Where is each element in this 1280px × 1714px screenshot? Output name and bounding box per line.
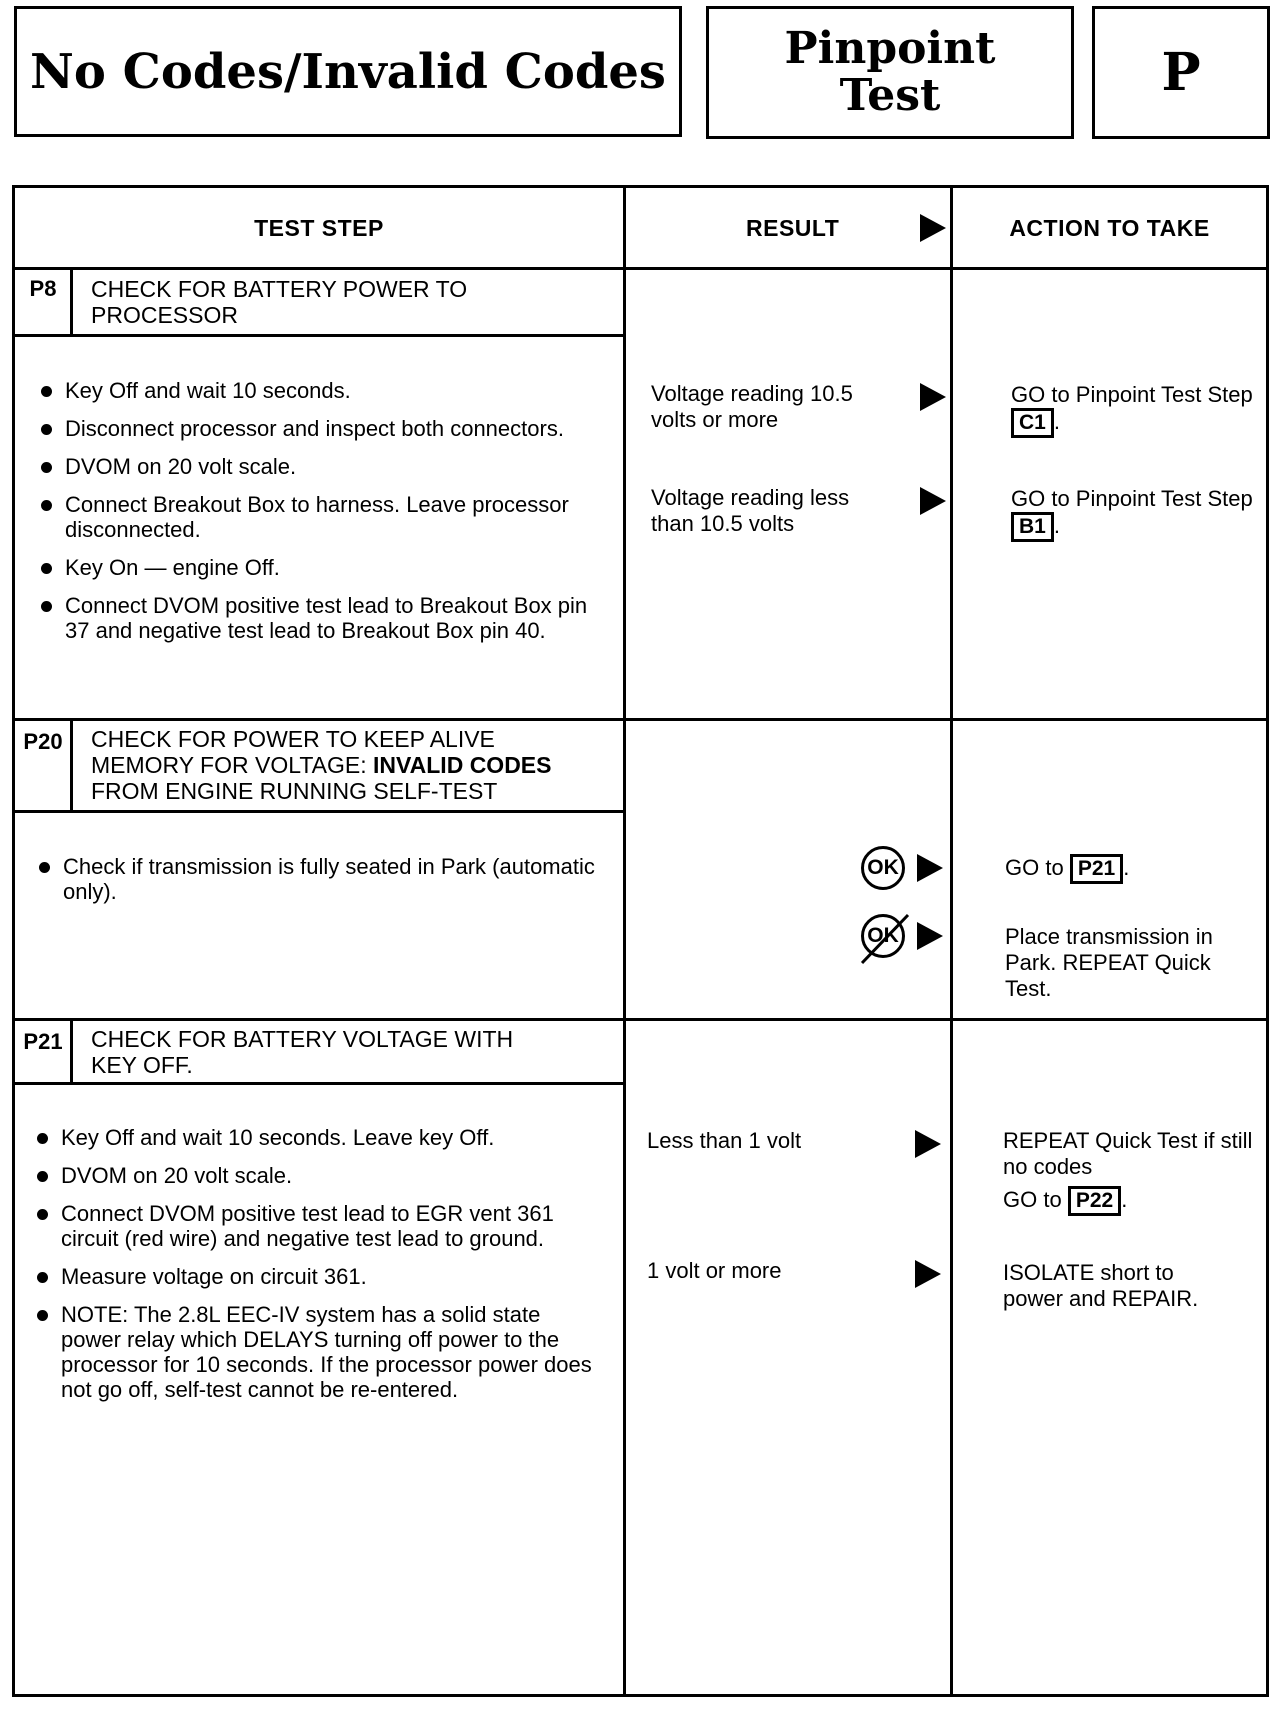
result-text: Voltage reading 10.5 volts or more <box>651 381 853 432</box>
action-text: Place transmission in Park. REPEAT Quick Test. <box>1005 924 1213 1001</box>
ok-symbol <box>861 846 905 890</box>
step-divider <box>15 718 1266 721</box>
action-text <box>1011 485 1261 542</box>
step-title-line: PROCESSOR <box>91 302 238 328</box>
step-number <box>15 721 71 811</box>
arrow-right-icon <box>920 487 946 515</box>
action-label: GO to Pinpoint Test Step <box>1011 382 1253 407</box>
action-label: GO to Pinpoint Test Step <box>1011 486 1253 511</box>
action-text <box>1003 1128 1261 1216</box>
result-header-label: RESULT <box>746 214 840 241</box>
step-title-line: KEY OFF. <box>91 1052 193 1078</box>
section-letter-box <box>1092 6 1270 139</box>
action-header <box>953 188 1266 268</box>
column-divider <box>950 188 953 1694</box>
list-item: Disconnect processor and inspect both connectors. <box>37 416 607 441</box>
pinpoint-test-box <box>706 6 1074 139</box>
list-item: DVOM on 20 volt scale. <box>37 454 607 479</box>
step-reference: C1 <box>1011 408 1054 438</box>
step-bullets <box>35 854 605 917</box>
result-header <box>626 188 950 268</box>
not-ok-symbol <box>861 914 905 958</box>
action-text <box>1011 381 1261 438</box>
step-title <box>73 272 613 328</box>
arrow-right-icon <box>917 922 943 950</box>
result-text: Voltage reading less than 10.5 volts <box>651 485 850 536</box>
action-text <box>1005 854 1260 884</box>
list-item: NOTE: The 2.8L EEC-IV system has a solid state power relay which DELAYS turning off power to the processor for 10 seconds. If the processor power does not go off, self-test cannot be re-entered. <box>33 1302 601 1402</box>
step-title-divider <box>15 810 623 813</box>
step-title-line: FROM ENGINE RUNNING SELF-TEST <box>91 778 498 804</box>
arrow-right-icon <box>920 383 946 411</box>
step-bullets <box>37 378 607 656</box>
step-title-divider <box>15 1082 623 1085</box>
action-label: REPEAT Quick Test if still no codes <box>1003 1128 1253 1179</box>
action-punct: . <box>1123 855 1130 880</box>
arrow-right-icon <box>917 854 943 882</box>
section-letter: P <box>1161 42 1201 103</box>
step-reference: B1 <box>1011 512 1054 542</box>
test-label: Test <box>839 69 941 121</box>
action-text: ISOLATE short to power and REPAIR. <box>1003 1260 1199 1311</box>
step-number-label: P21 <box>23 1029 63 1054</box>
step-title <box>73 1022 618 1078</box>
step-number-label: P20 <box>23 729 63 754</box>
action-label: GO to <box>1003 1187 1062 1212</box>
arrow-right-icon <box>915 1260 941 1288</box>
step-number <box>15 268 71 335</box>
list-item: DVOM on 20 volt scale. <box>33 1163 601 1188</box>
step-number-label: P8 <box>29 276 57 301</box>
step-title-line: CHECK FOR BATTERY POWER TO <box>91 276 468 302</box>
test-table <box>12 185 1269 1697</box>
action-label: GO to <box>1005 855 1064 880</box>
step-reference: P21 <box>1070 854 1123 884</box>
column-divider <box>623 188 626 1694</box>
step-number <box>15 1021 71 1083</box>
list-item: Connect DVOM positive test lead to Breakout Box pin 37 and negative test lead to Breakout Box pin 40. <box>37 593 607 643</box>
step-title-divider <box>15 334 623 337</box>
step-title-line: CHECK FOR BATTERY VOLTAGE WITH <box>91 1026 514 1052</box>
step-title-line <box>91 752 618 778</box>
list-item: Check if transmission is fully seated in Park (automatic only). <box>35 854 605 904</box>
step-title <box>73 722 618 804</box>
step-title-text: MEMORY FOR VOLTAGE: <box>91 752 374 778</box>
action-header-label: ACTION TO TAKE <box>1009 214 1210 241</box>
list-item: Connect Breakout Box to harness. Leave processor disconnected. <box>37 492 607 542</box>
list-item: Key On — engine Off. <box>37 555 607 580</box>
arrow-right-icon <box>915 1130 941 1158</box>
action-goto <box>1003 1186 1261 1216</box>
list-item: Measure voltage on circuit 361. <box>33 1264 601 1289</box>
action-punct: . <box>1121 1187 1128 1212</box>
step-bullets <box>33 1125 601 1415</box>
list-item: Key Off and wait 10 seconds. Leave key Off. <box>33 1125 601 1150</box>
step-title-line: CHECK FOR POWER TO KEEP ALIVE <box>91 726 495 752</box>
test-step-header <box>15 188 623 268</box>
not-ok-symbol-label: OK <box>867 924 899 947</box>
page-title-box <box>14 6 682 137</box>
action-punct: . <box>1053 513 1060 538</box>
cross-out-icon <box>860 913 912 965</box>
list-item: Connect DVOM positive test lead to EGR vent 361 circuit (red wire) and negative test lead to ground. <box>33 1201 601 1251</box>
list-item: Key Off and wait 10 seconds. <box>37 378 607 403</box>
page-title: No Codes/Invalid Codes <box>30 43 666 100</box>
arrow-right-icon <box>920 214 946 242</box>
action-punct: . <box>1053 409 1060 434</box>
test-step-header-label: TEST STEP <box>254 214 384 241</box>
result-text: 1 volt or more <box>647 1258 782 1283</box>
result-text: Less than 1 volt <box>647 1128 802 1153</box>
step-reference: P22 <box>1068 1186 1121 1216</box>
step-divider <box>15 1018 1266 1021</box>
step-title-emphasis: INVALID CODES <box>373 752 552 778</box>
ok-symbol-label: OK <box>867 856 899 879</box>
pinpoint-label: Pinpoint <box>784 23 996 75</box>
